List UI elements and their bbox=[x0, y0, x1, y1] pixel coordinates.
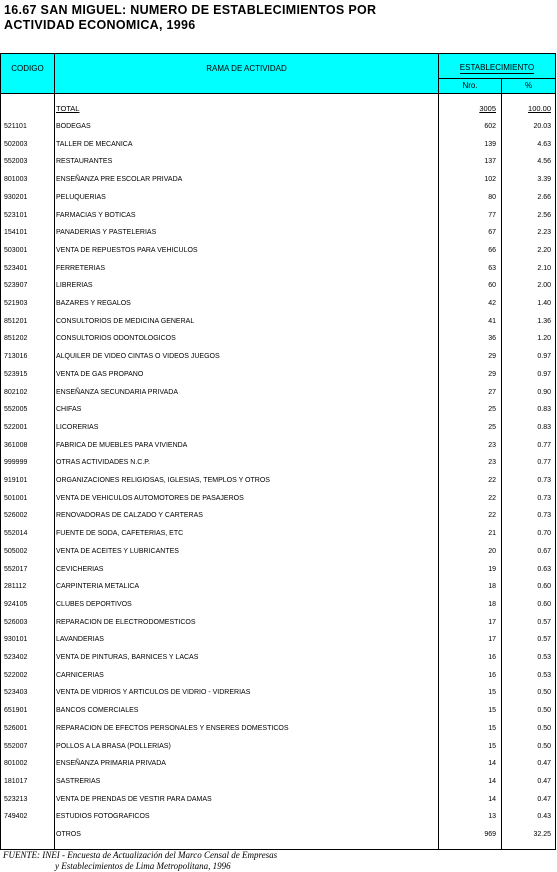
row-rama: REPARACION DE EFECTOS PERSONALES Y ENSERES DOMESTICOS bbox=[56, 724, 289, 732]
row-nro: 13 bbox=[488, 813, 496, 821]
table-row bbox=[1, 351, 557, 363]
row-pct: 0.50 bbox=[537, 689, 551, 697]
row-nro: 15 bbox=[488, 724, 496, 732]
column-divider bbox=[501, 93, 502, 849]
row-nro: 14 bbox=[488, 795, 496, 803]
row-codigo: 523403 bbox=[4, 689, 28, 697]
row-nro: 29 bbox=[488, 370, 496, 378]
table-row bbox=[1, 139, 557, 151]
row-rama: ENSEÑANZA PRIMARIA PRIVADA bbox=[56, 760, 166, 768]
row-nro: 15 bbox=[488, 689, 496, 697]
row-pct: 2.56 bbox=[537, 211, 551, 219]
table-row bbox=[1, 121, 557, 133]
column-divider bbox=[54, 93, 55, 849]
row-rama: CLUBES DEPORTIVOS bbox=[56, 600, 132, 608]
row-pct: 0.83 bbox=[537, 423, 551, 431]
table-row bbox=[1, 404, 557, 416]
row-rama: FARMACIAS Y BOTICAS bbox=[56, 211, 136, 219]
header-establecimiento bbox=[439, 63, 555, 72]
row-nro: 15 bbox=[488, 707, 496, 715]
row-rama: ESTUDIOS FOTOGRAFICOS bbox=[56, 813, 150, 821]
row-rama: PANADERIAS Y PASTELERIAS bbox=[56, 229, 157, 237]
row-nro: 23 bbox=[488, 459, 496, 467]
row-codigo: 851202 bbox=[4, 335, 28, 343]
table-row bbox=[1, 652, 557, 664]
row-rama: BANCOS COMERCIALES bbox=[56, 707, 139, 715]
row-nro: 77 bbox=[488, 211, 496, 219]
table-row bbox=[1, 174, 557, 186]
row-rama: CONSULTORIOS ODONTOLOGICOS bbox=[56, 335, 176, 343]
row-pct: 0.70 bbox=[537, 530, 551, 538]
row-codigo: 523101 bbox=[4, 211, 28, 219]
row-rama: VENTA DE ACEITES Y LUBRICANTES bbox=[56, 547, 179, 555]
row-rama: BODEGAS bbox=[56, 123, 91, 130]
row-codigo: 522001 bbox=[4, 423, 28, 431]
row-nro: 14 bbox=[488, 760, 496, 768]
table-row bbox=[1, 245, 557, 257]
row-nro: 17 bbox=[488, 636, 496, 644]
row-nro: 602 bbox=[484, 123, 496, 130]
row-nro: 60 bbox=[488, 282, 496, 290]
row-codigo: 505002 bbox=[4, 547, 28, 555]
row-pct: 0.53 bbox=[537, 671, 551, 679]
row-codigo: 523401 bbox=[4, 264, 28, 272]
row-nro: 14 bbox=[488, 777, 496, 785]
row-rama: PELUQUERIAS bbox=[56, 193, 106, 201]
row-pct: 0.50 bbox=[537, 742, 551, 750]
table-row bbox=[1, 263, 557, 275]
row-nro: 36 bbox=[488, 335, 496, 343]
row-nro: 22 bbox=[488, 512, 496, 520]
row-pct: 0.77 bbox=[537, 441, 551, 449]
row-rama: OTROS bbox=[56, 831, 81, 838]
row-rama: CEVICHERIAS bbox=[56, 565, 104, 573]
total-row bbox=[1, 103, 557, 115]
row-pct: 2.20 bbox=[537, 246, 551, 254]
row-codigo: 552014 bbox=[4, 530, 28, 538]
row-rama: LAVANDERIAS bbox=[56, 636, 104, 644]
row-pct: 4.56 bbox=[537, 158, 551, 166]
row-codigo: 154101 bbox=[4, 229, 28, 237]
row-rama: ENSEÑANZA PRE ESCOLAR PRIVADA bbox=[56, 176, 183, 184]
row-codigo: 522002 bbox=[4, 671, 28, 679]
row-nro: 102 bbox=[484, 176, 496, 184]
row-rama: CARPINTERIA METALICA bbox=[56, 583, 140, 591]
row-nro: 21 bbox=[488, 530, 496, 538]
table-row bbox=[1, 369, 557, 381]
row-pct: 0.47 bbox=[537, 777, 551, 785]
row-rama: ALQUILER DE VIDEO CINTAS O VIDEOS JUEGOS bbox=[56, 353, 220, 361]
table-row bbox=[1, 670, 557, 682]
row-nro: 969 bbox=[484, 831, 496, 838]
table-row bbox=[1, 227, 557, 239]
table-row bbox=[1, 617, 557, 629]
row-rama: VENTA DE GAS PROPANO bbox=[56, 370, 144, 378]
row-codigo: 713016 bbox=[4, 353, 28, 361]
row-pct: 32.25 bbox=[533, 831, 551, 838]
table-row bbox=[1, 546, 557, 558]
table-row bbox=[1, 333, 557, 345]
row-pct: 0.90 bbox=[537, 388, 551, 396]
row-rama: POLLOS A LA BRASA (POLLERIAS) bbox=[56, 742, 171, 750]
row-nro: 137 bbox=[484, 158, 496, 166]
row-nro: 15 bbox=[488, 742, 496, 750]
row-pct: 0.97 bbox=[537, 353, 551, 361]
table-row bbox=[1, 210, 557, 222]
row-codigo: 801002 bbox=[4, 760, 28, 768]
row-codigo: 502003 bbox=[4, 140, 28, 148]
column-divider bbox=[438, 93, 439, 849]
row-rama: VENTA DE REPUESTOS PARA VEHICULOS bbox=[56, 246, 198, 254]
source-line-1: FUENTE: INEI - Encuesta de Actualización del Marco Censal de Empresas bbox=[3, 850, 278, 860]
row-nro: 25 bbox=[488, 423, 496, 431]
row-nro: 139 bbox=[484, 140, 496, 148]
header-rama-actividad: RAMA DE ACTIVIDAD bbox=[55, 54, 439, 93]
row-codigo: 801003 bbox=[4, 176, 28, 184]
row-nro: 18 bbox=[488, 583, 496, 591]
row-pct: 2.66 bbox=[537, 193, 551, 201]
table-row bbox=[1, 581, 557, 593]
table-row bbox=[1, 475, 557, 487]
table-row bbox=[1, 634, 557, 646]
row-rama: SASTRERIAS bbox=[56, 777, 101, 785]
table-row bbox=[1, 387, 557, 399]
table-row bbox=[1, 741, 557, 753]
row-nro: 20 bbox=[488, 547, 496, 555]
row-codigo: 523907 bbox=[4, 282, 28, 290]
row-pct: 0.67 bbox=[537, 547, 551, 555]
row-codigo: 924105 bbox=[4, 600, 28, 608]
row-rama: FABRICA DE MUEBLES PARA VIVIENDA bbox=[56, 441, 188, 449]
table-row bbox=[1, 599, 557, 611]
row-codigo: 526001 bbox=[4, 724, 28, 732]
row-nro: 42 bbox=[488, 300, 496, 307]
table-row bbox=[1, 440, 557, 452]
row-pct: 1.36 bbox=[537, 317, 551, 325]
table-row bbox=[1, 280, 557, 292]
row-rama: CHIFAS bbox=[56, 406, 82, 414]
total-nro: 3005 bbox=[479, 104, 496, 113]
row-nro: 16 bbox=[488, 654, 496, 661]
row-pct: 20.03 bbox=[533, 123, 551, 130]
table-row bbox=[1, 794, 557, 806]
data-table bbox=[0, 53, 556, 850]
total-label: TOTAL bbox=[56, 104, 80, 113]
row-pct: 0.60 bbox=[537, 600, 551, 608]
table-row bbox=[1, 156, 557, 168]
row-pct: 0.57 bbox=[537, 618, 551, 626]
row-rama: VENTA DE PRENDAS DE VESTIR PARA DAMAS bbox=[56, 795, 212, 803]
row-pct: 2.00 bbox=[537, 282, 551, 290]
header-pct: % bbox=[502, 78, 555, 94]
row-codigo: 503001 bbox=[4, 246, 28, 254]
row-nro: 22 bbox=[488, 494, 496, 502]
title-line-1: 16.67 SAN MIGUEL: NUMERO DE ESTABLECIMIENTOS POR bbox=[4, 3, 377, 17]
total-pct: 100.00 bbox=[528, 104, 551, 113]
row-rama: RENOVADORAS DE CALZADO Y CARTERAS bbox=[56, 512, 203, 520]
source-note bbox=[3, 850, 277, 872]
row-codigo: 749402 bbox=[4, 813, 28, 821]
row-codigo: 523915 bbox=[4, 370, 28, 378]
row-pct: 0.83 bbox=[537, 406, 551, 414]
table-row bbox=[1, 316, 557, 328]
row-codigo: 999999 bbox=[4, 459, 28, 467]
row-rama: RESTAURANTES bbox=[56, 158, 113, 166]
row-codigo: 919101 bbox=[4, 477, 28, 484]
row-pct: 0.50 bbox=[537, 724, 551, 732]
row-nro: 19 bbox=[488, 565, 496, 573]
row-rama: VENTA DE VIDRIOS Y ARTICULOS DE VIDRIO - VIDRERIAS bbox=[56, 689, 251, 697]
header-nro: Nro. bbox=[439, 78, 502, 94]
row-nro: 80 bbox=[488, 193, 496, 201]
row-codigo: 651901 bbox=[4, 707, 28, 715]
row-codigo: 552003 bbox=[4, 158, 28, 166]
table-row bbox=[1, 829, 557, 841]
row-codigo: 521101 bbox=[4, 123, 27, 130]
row-rama: FUENTE DE SODA, CAFETERIAS, ETC bbox=[56, 530, 184, 538]
row-rama: REPARACION DE ELECTRODOMESTICOS bbox=[56, 618, 196, 626]
row-codigo: 281112 bbox=[4, 583, 27, 591]
row-pct: 0.50 bbox=[537, 707, 551, 715]
row-pct: 0.73 bbox=[537, 477, 551, 484]
row-pct: 4.63 bbox=[537, 140, 551, 148]
row-pct: 2.23 bbox=[537, 229, 551, 237]
row-codigo: 181017 bbox=[4, 777, 28, 785]
row-rama: VENTA DE VEHICULOS AUTOMOTORES DE PASAJEROS bbox=[56, 494, 244, 502]
table-row bbox=[1, 298, 557, 310]
row-nro: 16 bbox=[488, 671, 496, 679]
row-nro: 63 bbox=[488, 264, 496, 272]
table-row bbox=[1, 510, 557, 522]
row-rama: ORGANIZACIONES RELIGIOSAS, IGLESIAS, TEMPLOS Y OTROS bbox=[56, 477, 270, 484]
row-pct: 3.39 bbox=[537, 176, 551, 184]
page-title bbox=[4, 3, 376, 33]
table-row bbox=[1, 192, 557, 204]
row-rama: FERRETERIAS bbox=[56, 264, 106, 272]
table-row bbox=[1, 528, 557, 540]
row-codigo: 930101 bbox=[4, 636, 28, 644]
row-codigo: 361008 bbox=[4, 441, 28, 449]
table-row bbox=[1, 493, 557, 505]
row-codigo: 851201 bbox=[4, 317, 28, 325]
row-codigo: 552007 bbox=[4, 742, 28, 750]
row-codigo: 501001 bbox=[4, 494, 28, 502]
table-header bbox=[1, 54, 555, 94]
row-pct: 0.60 bbox=[537, 583, 551, 591]
row-nro: 23 bbox=[488, 441, 496, 449]
title-line-2: ACTIVIDAD ECONOMICA, 1996 bbox=[4, 18, 196, 32]
row-pct: 0.53 bbox=[537, 654, 551, 661]
table-row bbox=[1, 723, 557, 735]
row-pct: 0.47 bbox=[537, 795, 551, 803]
row-pct: 2.10 bbox=[537, 264, 551, 272]
header-codigo: CODIGO bbox=[1, 54, 55, 93]
row-codigo: 523213 bbox=[4, 795, 28, 803]
row-pct: 0.77 bbox=[537, 459, 551, 467]
row-codigo: 523402 bbox=[4, 654, 28, 661]
row-nro: 25 bbox=[488, 406, 496, 414]
table-row bbox=[1, 776, 557, 788]
row-pct: 0.57 bbox=[537, 636, 551, 644]
row-pct: 0.73 bbox=[537, 512, 551, 520]
table-row bbox=[1, 705, 557, 717]
row-rama: BAZARES Y REGALOS bbox=[56, 300, 131, 307]
row-nro: 29 bbox=[488, 353, 496, 361]
table-row bbox=[1, 422, 557, 434]
row-nro: 18 bbox=[488, 600, 496, 608]
row-rama: LIBRERIAS bbox=[56, 282, 93, 290]
row-nro: 41 bbox=[488, 317, 496, 325]
row-rama: CONSULTORIOS DE MEDICINA GENERAL bbox=[56, 317, 195, 325]
row-nro: 67 bbox=[488, 229, 496, 237]
row-pct: 0.63 bbox=[537, 565, 551, 573]
table-row bbox=[1, 811, 557, 823]
table-row bbox=[1, 457, 557, 469]
row-nro: 17 bbox=[488, 618, 496, 626]
header-establecimiento-label: ESTABLECIMIENTO bbox=[459, 63, 535, 72]
table-row bbox=[1, 687, 557, 699]
row-rama: CARNICERIAS bbox=[56, 671, 104, 679]
row-codigo: 521903 bbox=[4, 300, 28, 307]
row-rama: VENTA DE PINTURAS, BARNICES Y LACAS bbox=[56, 654, 199, 661]
row-codigo: 552005 bbox=[4, 406, 28, 414]
row-rama: TALLER DE MECANICA bbox=[56, 140, 133, 148]
row-nro: 27 bbox=[488, 388, 496, 396]
row-pct: 1.40 bbox=[537, 300, 551, 307]
table-row bbox=[1, 758, 557, 770]
row-pct: 0.73 bbox=[537, 494, 551, 502]
row-codigo: 526003 bbox=[4, 618, 28, 626]
row-rama: LICORERIAS bbox=[56, 423, 99, 431]
row-codigo: 930201 bbox=[4, 193, 28, 201]
table-row bbox=[1, 564, 557, 576]
row-codigo: 802102 bbox=[4, 388, 28, 396]
row-rama: OTRAS ACTIVIDADES N.C.P. bbox=[56, 459, 151, 467]
row-nro: 22 bbox=[488, 477, 496, 484]
row-pct: 0.43 bbox=[537, 813, 551, 821]
row-nro: 66 bbox=[488, 246, 496, 254]
row-pct: 0.97 bbox=[537, 370, 551, 378]
row-pct: 0.47 bbox=[537, 760, 551, 768]
row-codigo: 526002 bbox=[4, 512, 28, 520]
row-pct: 1.20 bbox=[537, 335, 551, 343]
row-rama: ENSEÑANZA SECUNDARIA PRIVADA bbox=[56, 388, 179, 396]
source-line-2: y Establecimientos de Lima Metropolitana, 1996 bbox=[55, 861, 231, 871]
row-codigo: 552017 bbox=[4, 565, 28, 573]
